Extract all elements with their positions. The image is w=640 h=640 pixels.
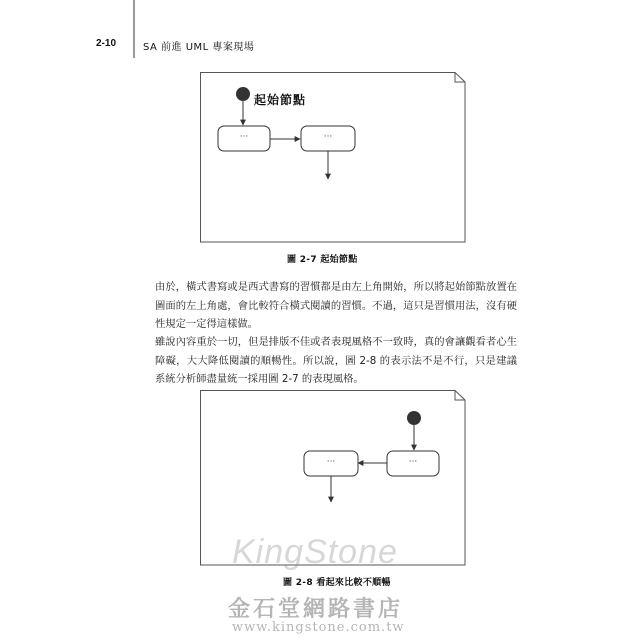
watermark-url: www.kingstone.com.tw [232, 620, 405, 635]
running-head: SA 前進 UML 專案現場 [143, 42, 255, 53]
state-label: ··· [408, 457, 418, 467]
initial-node-label: 起始節點 [254, 93, 307, 107]
figure-2-7-diagram [200, 72, 470, 277]
figure-caption: 圖 2-7 起始節點 [287, 255, 358, 265]
paragraph: 雖說內容重於一切，但是排版不佳或者表現風格不一致時，真的會讓觀看者心生障礙，大大降低閱讀的順暢性。所以說，圖 2-8 的表示法不是不行，只是建議系統分析師盡量統一採用圖 2-7 的表現風格。 [155, 336, 517, 385]
watermark-brand: KingStone [232, 533, 398, 571]
figure-2-7 [200, 72, 470, 277]
state-label: ··· [239, 132, 249, 142]
watermark-brand-zh: 金石堂網路書店 [228, 596, 404, 622]
state-label: ··· [326, 457, 336, 467]
page-number: 2-10 [96, 38, 117, 49]
paragraph: 由於，橫式書寫或是西式書寫的習慣都是由左上角開始，所以將起始節點放置在圖面的左上角處，會比較符合橫式閱讀的習慣。不過，這只是習慣用法，沒有硬性規定一定得這樣做。 [155, 281, 517, 330]
initial-node [236, 87, 250, 101]
figure-caption: 圖 2-8 看起來比較不順暢 [283, 578, 391, 588]
initial-node [407, 411, 421, 425]
state-label: ··· [323, 132, 333, 142]
header-divider [133, 0, 135, 58]
